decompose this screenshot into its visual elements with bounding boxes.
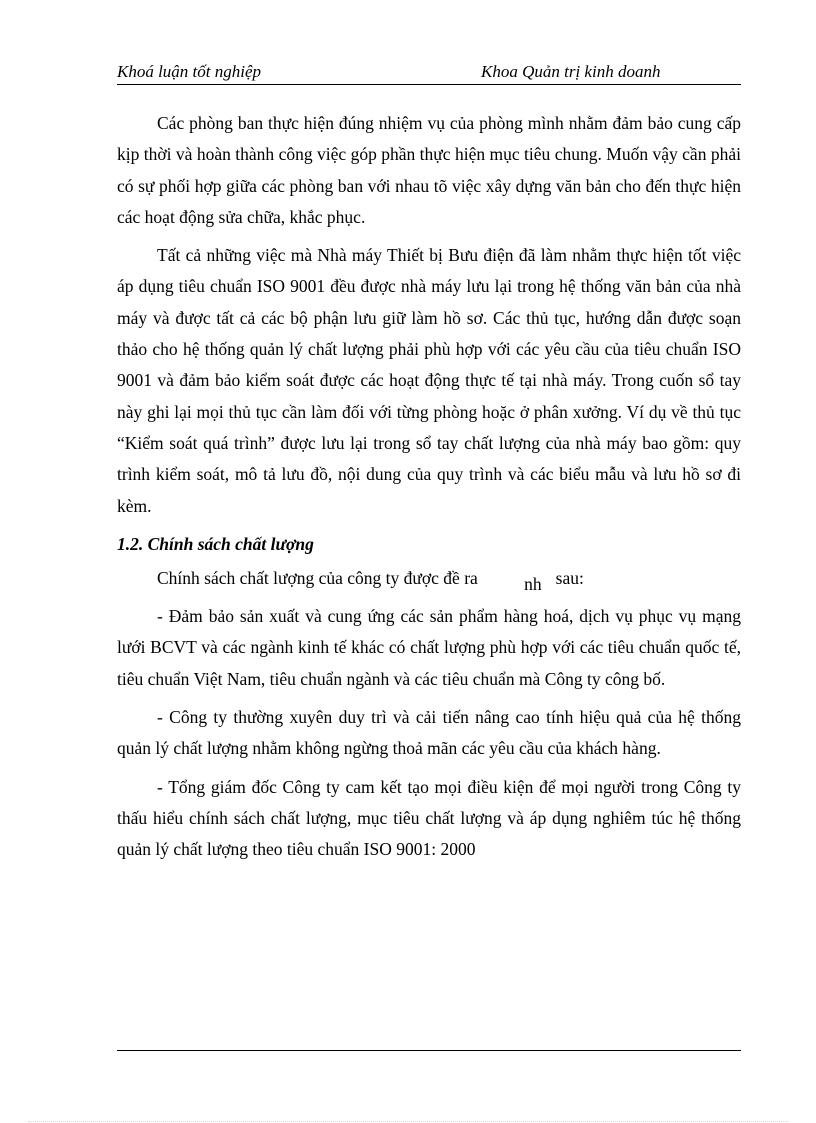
paragraph-departments: Các phòng ban thực hiện đúng nhiệm vụ của phòng mình nhằm đảm bảo cung cấp kịp thời và hoàn thành công việc góp phần thực hiện mục tiêu chung. Muốn vậy cần phải có sự phối hợp giữa các phòng ban với nhau tõ việc xây dựng văn bản cho đến thực hiện các hoạt động sửa chữa, khắc phục. <box>117 113 741 227</box>
paragraph-iso-documentation: Tất cả những việc mà Nhà máy Thiết bị Bưu điện đã làm nhằm thực hiện tốt việc áp dụng tiêu chuẩn ISO 9001 đều được nhà máy lưu lại trong hệ thống văn bản của nhà máy và được tất cả các bộ phận lưu giữ làm hồ sơ. Các thủ tục, hướng dẫn được soạn thảo cho hệ thống quản lý chất lượng phải phù hợp với các yêu cầu của tiêu chuẩn ISO 9001 và đảm bảo kiểm soát được các hoạt động thực tế tại nhà máy. Trong cuốn sổ tay này ghi lại mọi thủ tục cần làm đối với từng phòng hoặc ở phân xưởng. Ví dụ về thủ tục “Kiểm soát quá trình” được lưu lại trong sổ tay chất lượng của nhà máy bao gồm: quy trình kiểm soát, mô tả lưu đồ, nội dung của quy trình và các biểu mẫu và lưu hồ sơ đi kèm. <box>117 245 741 516</box>
page-bottom-border <box>28 1121 788 1122</box>
policy-bullet-commitment: - Tổng giám đốc Công ty cam kết tạo mọi điều kiện để mọi người trong Công ty thấu hiểu chính sách chất lượng, mục tiêu chất lượng và áp dụng nghiêm túc hệ thống quản lý chất lượng theo tiêu chuẩn ISO 9001: 2000 <box>117 776 741 860</box>
header-faculty-label: Khoa Quản trị kinh doanh <box>481 62 661 81</box>
policy-intro-end: sau: <box>555 567 584 588</box>
policy-bullet-quality: - Đảm bảo sản xuất và cung ứng các sản phẩm hàng hoá, dịch vụ phục vụ mạng lưới BCVT và các ngành kinh tế khác có chất lượng phù hợp với các tiêu chuẩn quốc tế, tiêu chuẩn Việt Nam, tiêu chuẩn ngành và các tiêu chuẩn mà Công ty công bố. <box>117 606 741 689</box>
page-header <box>117 62 741 85</box>
policy-bullet-improvement: - Công ty thường xuyên duy trì và cải tiến nâng cao tính hiệu quả của hệ thống quản lý chất lượng nhằm không ngừng thoả mãn các yêu cầu của khách hàng. <box>117 707 741 759</box>
footer-rule <box>117 1050 741 1051</box>
policy-intro <box>117 563 741 594</box>
header-thesis-label: Khoá luận tốt nghiệp <box>117 62 262 81</box>
policy-intro-start: Chính sách chất lượng của công ty được đề ra <box>157 567 478 588</box>
policy-intro-word: nh <box>524 573 542 594</box>
section-heading: 1.2. Chính sách chất lượng <box>117 533 314 554</box>
document-body <box>117 108 741 866</box>
